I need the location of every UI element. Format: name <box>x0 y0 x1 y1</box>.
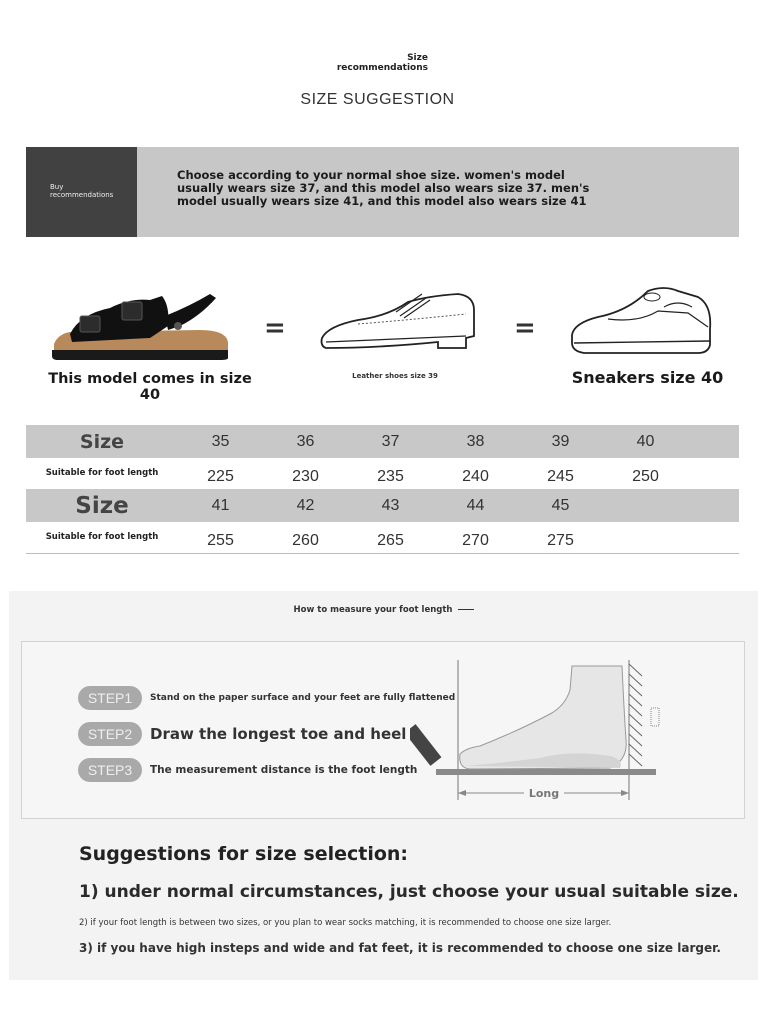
size-cell: 37 <box>381 432 400 450</box>
equals-sign-2: = <box>514 313 536 343</box>
size-cell: 36 <box>296 432 315 450</box>
step-text: The measurement distance is the foot length <box>150 764 418 776</box>
foot-measure-diagram <box>410 650 680 810</box>
suggestions-title: Suggestions for size selection: <box>79 843 409 865</box>
size-header: Size <box>75 492 129 519</box>
size-cell: 35 <box>211 432 230 450</box>
table-bottom-divider <box>26 553 739 554</box>
suggestion-item-3: 3) if you have high insteps and wide and fat feet, it is recommended to choose one size larger. <box>79 941 721 955</box>
length-cell: 250 <box>632 467 659 485</box>
length-cell: 265 <box>377 531 404 549</box>
length-cell: 255 <box>207 531 234 549</box>
sandal-product <box>40 286 260 403</box>
length-cell <box>603 522 688 553</box>
step-2 <box>78 722 406 746</box>
length-header: Suitable for foot length <box>45 468 159 478</box>
suggestion-item-2: 2) if your foot length is between two sizes, or you plan to wear socks matching, it is recommended to choose one size larger. <box>79 918 612 928</box>
step-badge: STEP2 <box>78 722 142 746</box>
page-title: SIZE SUGGESTION <box>300 91 455 108</box>
sneaker-product <box>560 283 735 387</box>
size-cell: 39 <box>551 432 570 450</box>
length-row-2 <box>26 522 739 553</box>
header-subtitle <box>0 53 428 73</box>
header-subtitle-line2: recommendations <box>336 63 428 73</box>
step-badge: STEP1 <box>78 686 142 710</box>
sneaker-image <box>568 283 718 358</box>
long-label: Long <box>528 787 560 800</box>
banner-tag-line1: Buy <box>50 183 64 191</box>
step-3 <box>78 758 417 782</box>
size-cell: 42 <box>296 496 315 514</box>
size-cell: 41 <box>211 496 230 514</box>
size-chart-table <box>26 425 739 553</box>
length-cell: 270 <box>462 531 489 549</box>
size-row-1 <box>26 425 739 458</box>
empty-cell <box>688 489 739 522</box>
leather-shoe-label: Leather shoes size 39 <box>352 372 438 380</box>
length-cell: 235 <box>377 467 404 485</box>
sandal-label: This model comes in size 40 <box>48 371 252 403</box>
size-row-2 <box>26 489 739 522</box>
step-badge: STEP3 <box>78 758 142 782</box>
suggestion-item-1: 1) under normal circumstances, just choose your usual suitable size. <box>79 882 739 902</box>
length-cell: 245 <box>547 467 574 485</box>
size-cell: 44 <box>466 496 485 514</box>
length-cell: 230 <box>292 467 319 485</box>
banner-tag-line2: recommendations <box>50 191 114 199</box>
equals-sign-1: = <box>264 313 286 343</box>
banner-text: Choose according to your normal shoe size. women's model usually wears size 37, and this model also wears size 37. men's model usually wears size 41, and this model also wears size 41 <box>177 168 590 208</box>
size-cell: 45 <box>551 496 570 514</box>
leather-shoe-image <box>318 290 478 356</box>
length-cell: 260 <box>292 531 319 549</box>
empty-cell <box>688 425 739 458</box>
empty-cell <box>688 522 739 553</box>
pencil-icon <box>410 724 441 766</box>
banner-tag <box>26 147 137 237</box>
step-1 <box>78 686 455 710</box>
length-cell: 275 <box>547 531 574 549</box>
title-dash <box>458 609 474 610</box>
size-cell: 40 <box>636 432 655 450</box>
size-cell: 38 <box>466 432 485 450</box>
leather-shoe-product <box>310 290 480 380</box>
sneaker-label: Sneakers size 40 <box>571 368 724 387</box>
length-header: Suitable for foot length <box>45 532 159 542</box>
sandal-image <box>50 286 230 361</box>
step-text: Stand on the paper surface and your feet are fully flattened <box>150 693 456 703</box>
size-header: Size <box>79 430 125 453</box>
measure-title <box>0 605 768 615</box>
size-cell <box>603 489 688 522</box>
length-cell: 225 <box>207 467 234 485</box>
measure-title-text: How to measure your foot length <box>293 605 453 615</box>
empty-cell <box>688 458 739 489</box>
length-cell: 240 <box>462 467 489 485</box>
step-text: Draw the longest toe and heel <box>150 725 407 743</box>
size-cell: 43 <box>381 496 400 514</box>
length-row-1 <box>26 458 739 489</box>
header-subtitle-line1: Size <box>407 53 428 63</box>
buy-recommendation-banner <box>26 147 739 237</box>
